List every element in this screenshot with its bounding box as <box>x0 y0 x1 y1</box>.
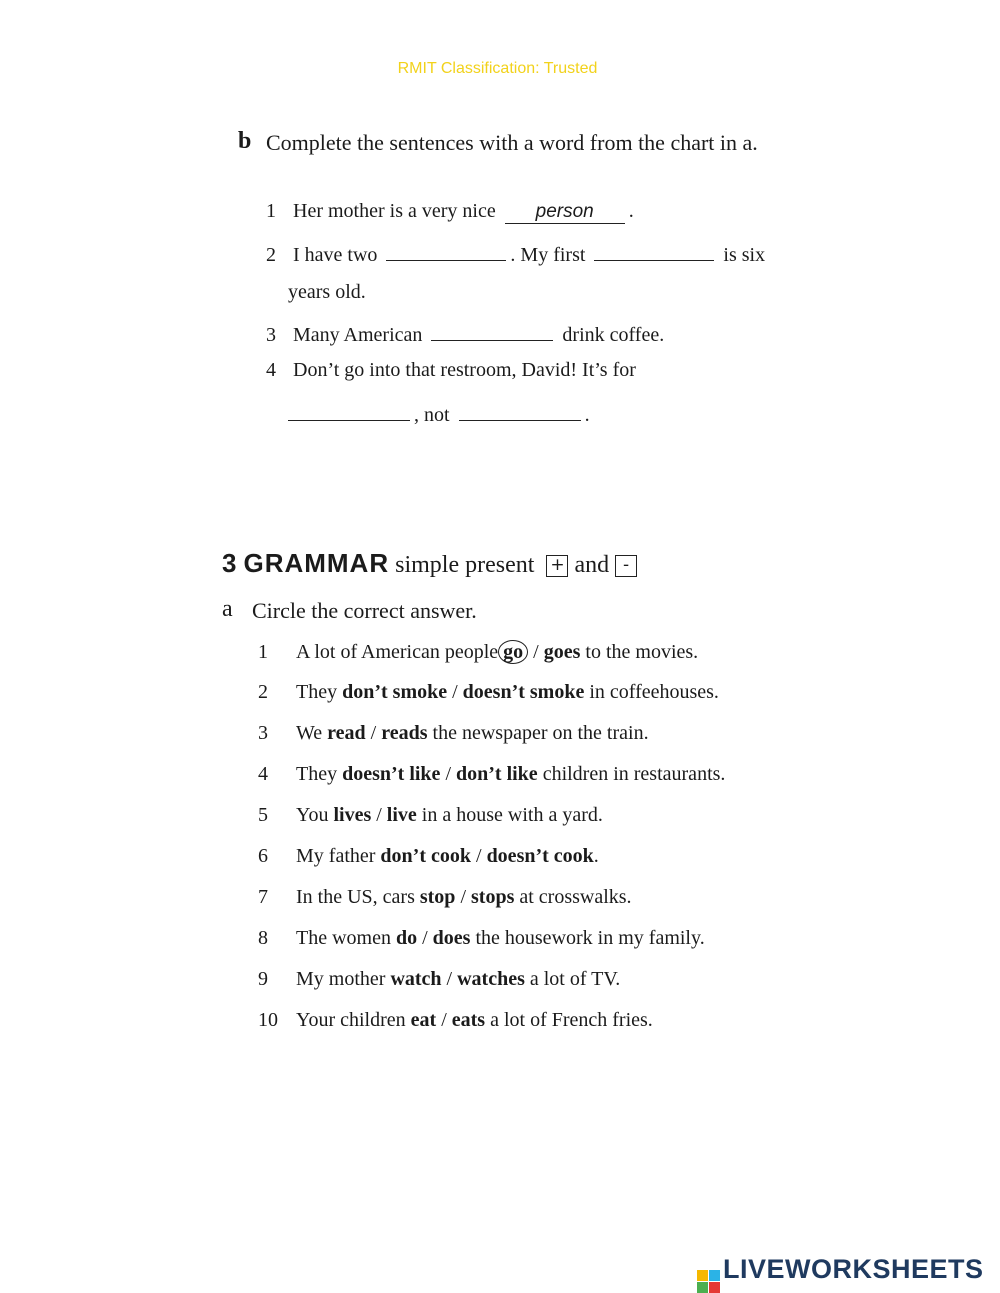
item-number: 6 <box>258 845 268 867</box>
section-b-letter: b <box>238 128 252 154</box>
item-number: 10 <box>258 1009 278 1031</box>
answer-blank[interactable] <box>288 400 410 421</box>
section-word: GRAMMAR <box>243 548 390 578</box>
item-text: the housework in my family. <box>470 927 705 949</box>
item-text: In the US, cars <box>296 886 420 908</box>
item-text: children in restaurants. <box>537 763 726 785</box>
question-b2-continued: years old. <box>288 281 366 303</box>
option-1[interactable]: eat <box>410 1009 437 1031</box>
grammar-item <box>258 886 632 909</box>
option-1[interactable]: do <box>395 927 418 949</box>
option-2[interactable]: don’t like <box>456 763 538 785</box>
logo-square <box>697 1270 708 1281</box>
question-text: , not <box>414 404 450 426</box>
option-separator: / <box>447 681 463 703</box>
question-b3 <box>266 320 664 347</box>
item-text: in a house with a yard. <box>416 804 603 826</box>
option-1[interactable]: go <box>498 640 528 664</box>
section-number: 3 <box>222 548 238 578</box>
question-text: . <box>584 404 590 426</box>
item-text: in coffeehouses. <box>584 681 719 703</box>
liveworksheets-logo <box>697 1254 984 1288</box>
section-a-instruction: Circle the correct answer. <box>252 598 477 623</box>
option-1[interactable]: stop <box>419 886 456 908</box>
item-text: They <box>296 681 343 703</box>
question-number: 2 <box>266 244 276 266</box>
option-separator: / <box>371 804 387 826</box>
option-2[interactable]: goes <box>543 641 581 663</box>
item-text: The women <box>296 927 396 949</box>
item-text: to the movies. <box>580 641 699 663</box>
option-2[interactable]: stops <box>471 886 515 908</box>
grammar-item <box>258 804 603 827</box>
grammar-item <box>258 845 599 868</box>
section-subtitle: simple present <box>395 552 535 578</box>
answer-blank[interactable] <box>386 240 506 261</box>
item-text: My mother <box>296 968 391 990</box>
question-text: drink coffee. <box>562 324 665 346</box>
option-2[interactable]: eats <box>451 1009 486 1031</box>
grammar-item <box>258 681 719 704</box>
item-text: They <box>296 763 343 785</box>
question-b1 <box>266 200 634 224</box>
logo-text: LIVEWORKSHEETS <box>723 1254 984 1284</box>
section-a-letter: a <box>222 596 233 622</box>
item-text: Your children <box>296 1009 411 1031</box>
option-separator: / <box>528 641 544 663</box>
question-text: Many American <box>293 324 423 346</box>
option-separator: / <box>436 1009 452 1031</box>
answer-blank[interactable] <box>594 240 714 261</box>
item-text: My father <box>296 845 381 867</box>
option-2[interactable]: does <box>432 927 471 949</box>
grammar-section-title <box>222 548 643 579</box>
item-number: 3 <box>258 722 268 744</box>
question-text: I have two <box>293 244 378 266</box>
logo-square <box>697 1282 708 1293</box>
option-2[interactable]: live <box>386 804 417 826</box>
option-separator: / <box>455 886 471 908</box>
option-1[interactable]: read <box>327 722 366 744</box>
item-text: at crosswalks. <box>514 886 632 908</box>
minus-icon: - <box>615 555 637 577</box>
classification-label: RMIT Classification: Trusted <box>397 60 598 77</box>
option-1[interactable]: don’t smoke <box>342 681 448 703</box>
grammar-item <box>258 763 725 786</box>
question-text: Her mother is a very nice <box>293 200 496 222</box>
logo-grid-icon <box>697 1270 720 1293</box>
question-b4 <box>266 359 636 382</box>
item-text: . <box>593 845 599 867</box>
question-text: . <box>628 200 634 222</box>
grammar-item <box>258 1009 653 1032</box>
question-b2 <box>266 240 765 267</box>
question-text: Don’t go into that restroom, David! It’s for <box>293 359 636 381</box>
option-2[interactable]: watches <box>457 968 525 990</box>
question-number: 1 <box>266 200 276 222</box>
item-text: the newspaper on the train. <box>427 722 649 744</box>
option-separator: / <box>441 968 458 990</box>
option-1[interactable]: lives <box>333 804 372 826</box>
option-separator: / <box>440 763 456 785</box>
grammar-item <box>258 927 705 950</box>
answer-blank[interactable] <box>459 400 581 421</box>
option-1[interactable]: don’t cook <box>380 845 471 867</box>
item-number: 4 <box>258 763 268 785</box>
item-number: 8 <box>258 927 268 949</box>
question-b4-continued <box>284 400 590 427</box>
answer-blank[interactable]: person <box>505 203 625 224</box>
option-separator: / <box>417 927 433 949</box>
and-text: and <box>574 552 610 578</box>
grammar-item <box>258 640 698 664</box>
option-2[interactable]: reads <box>381 722 428 744</box>
grammar-item <box>258 968 620 991</box>
item-number: 7 <box>258 886 268 908</box>
logo-square <box>709 1282 720 1293</box>
option-separator: / <box>365 722 382 744</box>
item-number: 5 <box>258 804 268 826</box>
item-text: We <box>296 722 328 744</box>
section-b-instruction: Complete the sentences with a word from the chart in a. <box>266 130 758 155</box>
item-number: 9 <box>258 968 268 990</box>
item-text: a lot of French fries. <box>485 1009 653 1031</box>
option-2[interactable]: doesn’t cook <box>486 845 594 867</box>
option-1[interactable]: watch <box>390 968 442 990</box>
question-text: is six <box>723 244 766 266</box>
option-separator: / <box>471 845 487 867</box>
option-1[interactable]: doesn’t like <box>342 763 441 785</box>
answer-blank[interactable] <box>431 320 553 341</box>
question-number: 3 <box>266 324 276 346</box>
item-text: a lot of TV. <box>524 968 621 990</box>
item-text: A lot of American people <box>296 641 499 663</box>
item-number: 1 <box>258 641 268 663</box>
question-number: 4 <box>266 359 276 381</box>
logo-square <box>709 1270 720 1281</box>
grammar-item <box>258 722 649 745</box>
item-number: 2 <box>258 681 268 703</box>
question-text: . My first <box>510 244 586 266</box>
item-text: You <box>296 804 334 826</box>
option-2[interactable]: doesn’t smoke <box>462 681 585 703</box>
plus-icon: + <box>546 555 568 577</box>
